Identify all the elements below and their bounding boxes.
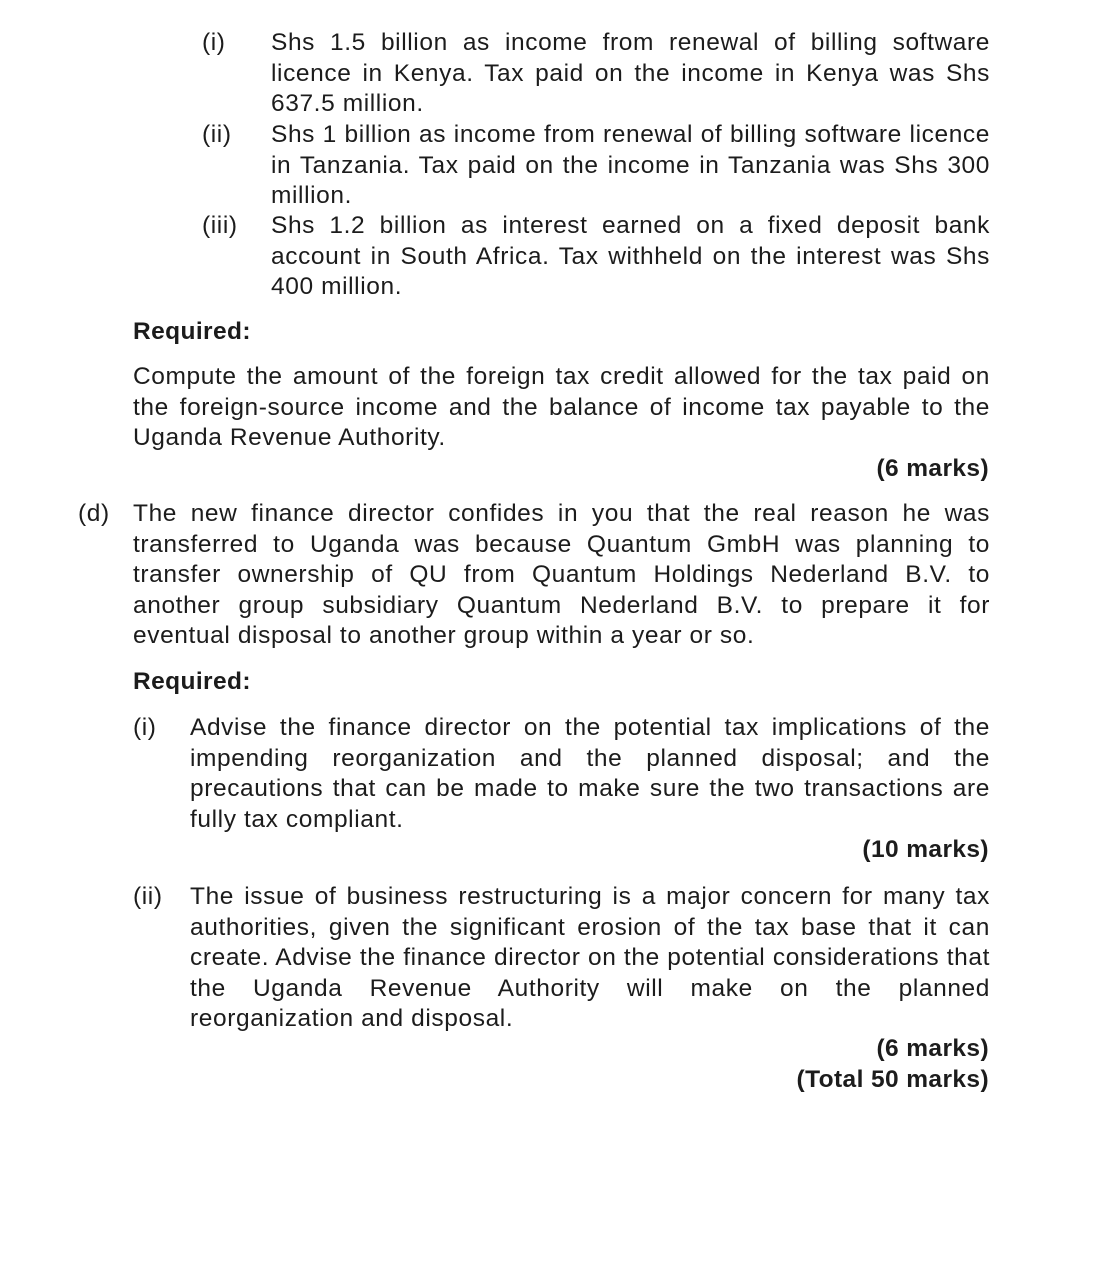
part-text: The new finance director confides in you that the real reason he was transferred to Uganda was because Quantum GmbH was planning to transfer ownership of QU from Quantum Holdings Nederland B.V. to another group subsidiary Quantum Nederland B.V. to prepare it for eventual disposal to another group within a year or so.: [133, 500, 990, 649]
total-marks: (Total 50 marks): [796, 1066, 989, 1093]
marks-label: (6 marks): [876, 455, 989, 482]
marks-label: (6 marks): [876, 1035, 989, 1062]
required-text: Compute the amount of the foreign tax credit allowed for the tax paid on the foreign-source income and the balance of income tax payable to the Uganda Revenue Authority.: [133, 363, 990, 451]
list-item: [202, 28, 992, 120]
item-number: (iii): [202, 212, 238, 239]
required-heading: Required:: [133, 318, 251, 345]
item-text: The issue of business restructuring is a major concern for many tax authorities, given the significant erosion of the tax base that it can create. Advise the finance director on the potential considerations that the Uganda Revenue Authority will make on the planned reorganization and disposal.: [190, 883, 990, 1032]
item-text: Shs 1.5 billion as income from renewal of billing software licence in Kenya. Tax paid on the income in Kenya was Shs 637.5 million.: [271, 29, 990, 117]
item-text: Shs 1 billion as income from renewal of billing software licence in Tanzania. Tax paid on the income in Tanzania was Shs 300 million.: [271, 121, 990, 209]
item-text: Shs 1.2 billion as interest earned on a fixed deposit bank account in South Africa. Tax withheld on the interest was Shs 400 million.: [271, 212, 990, 300]
item-number: (i): [202, 29, 226, 56]
item-number: (ii): [133, 883, 163, 910]
question-part-d: [78, 499, 992, 652]
item-number: (ii): [202, 121, 232, 148]
part-label: (d): [78, 500, 110, 527]
list-item: [133, 882, 992, 1035]
item-number: (i): [133, 714, 157, 741]
required-heading: Required:: [133, 668, 251, 695]
list-item: [202, 211, 992, 303]
marks-label: (10 marks): [862, 836, 989, 863]
list-item: [202, 120, 992, 212]
item-text: Advise the finance director on the potential tax implications of the impending reorganization and the planned disposal; and the precautions that can be made to make sure the two transactions are fully tax compliant.: [190, 714, 990, 833]
list-item: [133, 713, 992, 835]
